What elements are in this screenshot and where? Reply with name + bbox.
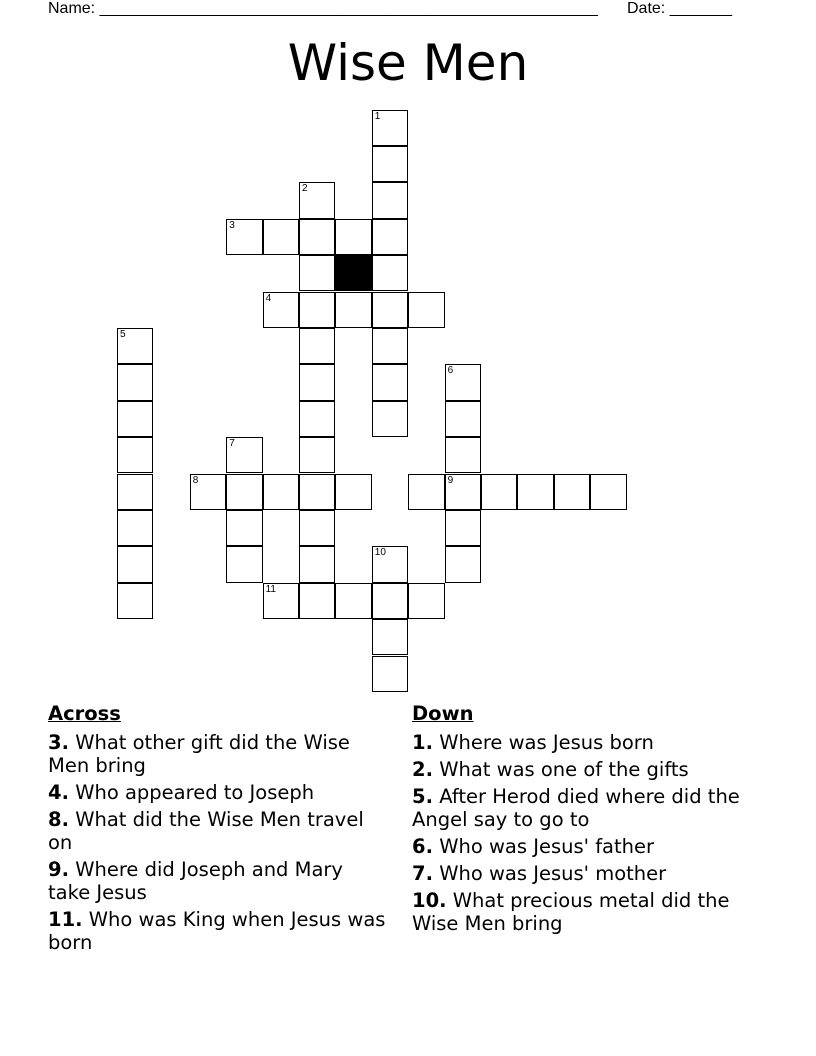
crossword-cell[interactable] <box>299 182 335 218</box>
date-field-label: Date: _______ <box>627 0 732 17</box>
crossword-cell[interactable] <box>372 292 408 328</box>
clue-number-label: 2 <box>302 183 308 195</box>
clue-number-label: 11 <box>265 583 276 595</box>
down-clues <box>412 702 772 939</box>
name-field-label: Name: ________________________________________________________ <box>48 0 598 17</box>
crossword-cell[interactable] <box>263 474 299 510</box>
crossword-cell[interactable] <box>408 583 444 619</box>
crossword-cell[interactable] <box>445 401 481 437</box>
crossword-cell[interactable] <box>372 401 408 437</box>
clue-text: Where did Joseph and Mary take Jesus <box>48 858 343 904</box>
crossword-cell[interactable] <box>590 474 626 510</box>
crossword-cell[interactable] <box>372 583 408 619</box>
crossword-cell[interactable] <box>335 292 371 328</box>
clue-number-label: 9 <box>447 474 454 486</box>
crossword-cell[interactable] <box>117 474 153 510</box>
crossword-cell[interactable] <box>226 474 262 510</box>
clue-number: 7. <box>412 862 433 885</box>
crossword-cell[interactable] <box>117 328 153 364</box>
clue-text: Who was Jesus' father <box>439 835 655 858</box>
crossword-cell[interactable] <box>117 510 153 546</box>
clue-number-label: 10 <box>374 547 386 559</box>
crossword-cell[interactable] <box>445 364 481 400</box>
clue-number-label: 6 <box>447 365 454 377</box>
crossword-cell[interactable] <box>299 255 335 291</box>
crossword-cell[interactable] <box>299 474 335 510</box>
crossword-cell[interactable] <box>299 219 335 255</box>
crossword-cell[interactable] <box>263 583 299 619</box>
crossword-cell[interactable] <box>372 255 408 291</box>
crossword-cell[interactable] <box>372 546 408 582</box>
clue-number: 2. <box>412 758 433 781</box>
crossword-cell[interactable] <box>299 364 335 400</box>
clue-text: Who appeared to Joseph <box>75 781 315 804</box>
crossword-cell[interactable] <box>117 401 153 437</box>
crossword-cell[interactable] <box>226 219 262 255</box>
crossword-cell[interactable] <box>408 292 444 328</box>
crossword-cell[interactable] <box>445 546 481 582</box>
clue-number-label: 3 <box>229 219 235 231</box>
clue-number: 10. <box>412 889 447 912</box>
clue-number: 1. <box>412 731 433 754</box>
down-heading: Down <box>412 702 474 725</box>
crossword-cell[interactable] <box>517 474 553 510</box>
across-clue <box>48 858 388 904</box>
crossword-cell[interactable] <box>372 328 408 364</box>
crossword-black-cell <box>335 255 371 291</box>
clue-text: Where was Jesus born <box>439 731 654 754</box>
crossword-cell[interactable] <box>372 219 408 255</box>
crossword-cell[interactable] <box>335 583 371 619</box>
crossword-cell[interactable] <box>299 546 335 582</box>
clue-text: Who was King when Jesus was born <box>48 908 386 954</box>
crossword-cell[interactable] <box>372 619 408 655</box>
clue-number: 8. <box>48 808 69 831</box>
clue-text: Who was Jesus' mother <box>439 862 667 885</box>
crossword-cell[interactable] <box>408 474 444 510</box>
clue-text: What other gift did the Wise Men bring <box>48 731 350 777</box>
crossword-cell[interactable] <box>335 474 371 510</box>
across-clues <box>48 702 388 958</box>
clue-number: 3. <box>48 731 69 754</box>
crossword-cell[interactable] <box>117 437 153 473</box>
crossword-cell[interactable] <box>372 364 408 400</box>
crossword-cell[interactable] <box>226 437 262 473</box>
crossword-cell[interactable] <box>372 182 408 218</box>
down-clue <box>412 785 772 831</box>
crossword-cell[interactable] <box>117 364 153 400</box>
down-clue <box>412 835 772 858</box>
clue-text: What was one of the gifts <box>439 758 689 781</box>
down-clue <box>412 731 772 754</box>
crossword-cell[interactable] <box>299 292 335 328</box>
clue-text: What precious metal did the Wise Men bring <box>412 889 730 935</box>
across-clue <box>48 781 388 804</box>
clue-number: 6. <box>412 835 433 858</box>
down-clue <box>412 862 772 885</box>
across-clue <box>48 731 388 777</box>
crossword-cell[interactable] <box>299 328 335 364</box>
across-heading: Across <box>48 702 121 725</box>
crossword-cell[interactable] <box>372 110 408 146</box>
across-clue <box>48 808 388 854</box>
clue-text: After Herod died where did the Angel say to go to <box>412 785 740 831</box>
page-title: Wise Men <box>287 34 529 92</box>
clue-number-label: 8 <box>192 474 199 486</box>
clue-number: 5. <box>412 785 433 808</box>
crossword-cell[interactable] <box>263 219 299 255</box>
clue-number: 11. <box>48 908 83 931</box>
crossword-cell[interactable] <box>445 474 481 510</box>
clue-number-label: 7 <box>229 438 235 450</box>
clue-number-label: 1 <box>374 110 381 122</box>
crossword-cell[interactable] <box>299 510 335 546</box>
clue-number-label: 5 <box>120 328 126 340</box>
clue-number: 9. <box>48 858 69 881</box>
crossword-cell[interactable] <box>263 292 299 328</box>
down-clue <box>412 889 772 935</box>
crossword-cell[interactable] <box>335 219 371 255</box>
crossword-cell[interactable] <box>554 474 590 510</box>
clue-number-label: 4 <box>265 292 272 304</box>
crossword-cell[interactable] <box>299 437 335 473</box>
clue-text: What did the Wise Men travel on <box>48 808 364 854</box>
crossword-cell[interactable] <box>117 546 153 582</box>
crossword-cell[interactable] <box>190 474 226 510</box>
across-clue <box>48 908 388 954</box>
crossword-cell[interactable] <box>117 583 153 619</box>
down-clue <box>412 758 772 781</box>
clue-number: 4. <box>48 781 69 804</box>
crossword-cell[interactable] <box>372 146 408 182</box>
crossword-cell[interactable] <box>445 510 481 546</box>
crossword-cell[interactable] <box>372 656 408 692</box>
crossword-cell[interactable] <box>445 437 481 473</box>
crossword-cell[interactable] <box>226 510 262 546</box>
crossword-cell[interactable] <box>299 401 335 437</box>
crossword-cell[interactable] <box>226 546 262 582</box>
crossword-cell[interactable] <box>299 583 335 619</box>
crossword-cell[interactable] <box>481 474 517 510</box>
